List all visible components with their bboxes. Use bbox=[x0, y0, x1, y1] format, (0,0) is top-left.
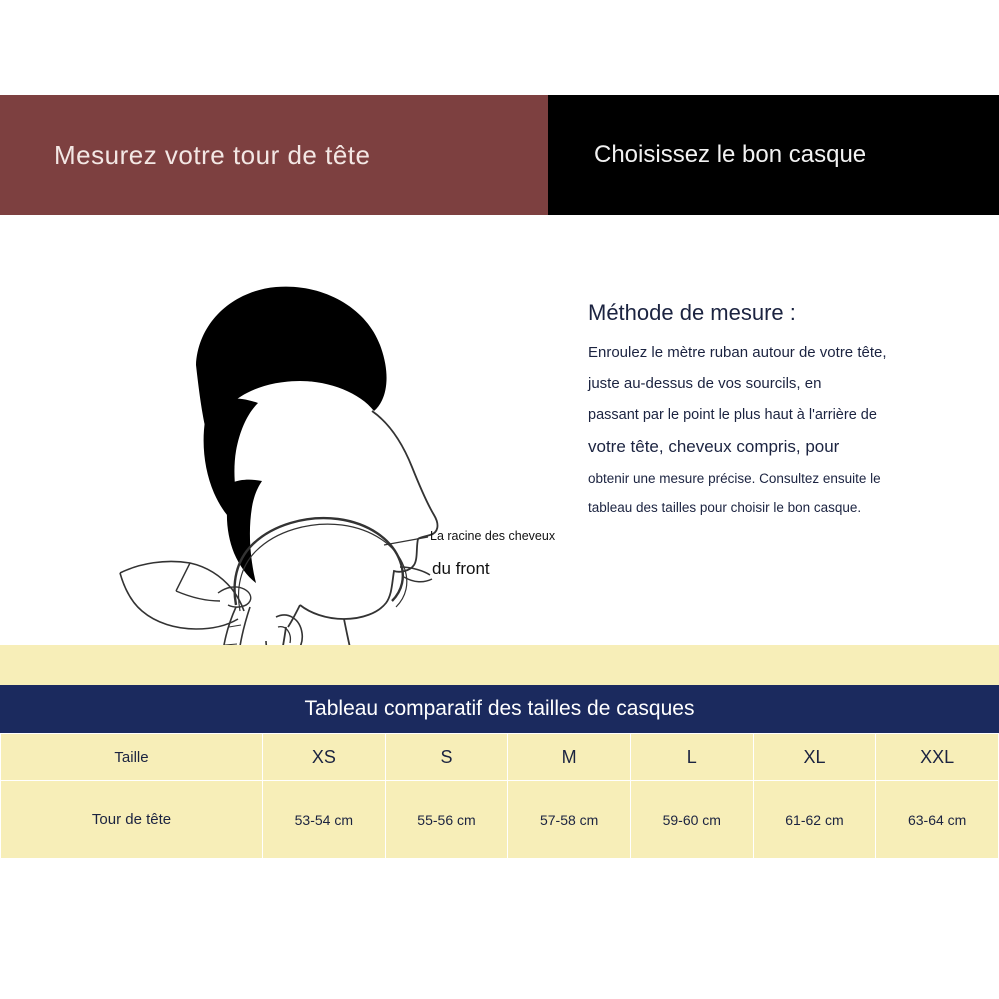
table-header-s: S bbox=[385, 734, 508, 781]
method-line-1: Enroulez le mètre ruban autour de votre tête, bbox=[588, 344, 887, 361]
size-chart-title: Tableau comparatif des tailles de casques bbox=[0, 685, 999, 733]
header-banner bbox=[0, 95, 999, 215]
table-cell-xxl: 63-64 cm bbox=[876, 781, 999, 859]
header-left-panel bbox=[0, 95, 548, 215]
table-row bbox=[1, 781, 999, 859]
neck-back-line bbox=[238, 627, 286, 645]
head-measurement-illustration bbox=[0, 215, 560, 645]
head-diagram-svg bbox=[0, 215, 560, 645]
hairline-leader-line bbox=[384, 537, 428, 545]
lower-lip-line bbox=[404, 577, 432, 582]
header-right-title: Choisissez le bon casque bbox=[594, 141, 867, 168]
method-line-6: tableau des tailles pour choisir le bon casque. bbox=[588, 500, 862, 516]
measurement-method-block bbox=[588, 300, 988, 530]
tape-head-loop bbox=[235, 518, 403, 605]
table-header-xxl: XXL bbox=[876, 734, 999, 781]
header-left-title: Mesurez votre tour de tête bbox=[54, 139, 371, 170]
forehead-label: du front bbox=[432, 559, 490, 578]
table-cell-xl: 61-62 cm bbox=[753, 781, 876, 859]
table-header-row bbox=[1, 734, 999, 781]
table-cell-m: 57-58 cm bbox=[508, 781, 631, 859]
hand-bottom-outline bbox=[120, 573, 238, 629]
table-header-xl: XL bbox=[753, 734, 876, 781]
header-right-panel bbox=[548, 95, 999, 215]
hand-top-outline bbox=[120, 561, 244, 611]
method-line-2: juste au-dessus de vos sourcils, en bbox=[588, 375, 822, 393]
tape-tail-right bbox=[238, 607, 254, 645]
size-chart-section bbox=[0, 685, 999, 859]
hairline-label: La racine des cheveux bbox=[430, 529, 556, 543]
accent-strip bbox=[0, 645, 999, 685]
table-header-l: L bbox=[630, 734, 753, 781]
table-header-xs: XS bbox=[263, 734, 386, 781]
size-chart-table bbox=[0, 733, 999, 859]
table-cell-l: 59-60 cm bbox=[630, 781, 753, 859]
bottom-spacer bbox=[0, 873, 999, 999]
table-cell-xs: 53-54 cm bbox=[263, 781, 386, 859]
table-header-size: Taille bbox=[1, 734, 263, 781]
method-line-5: obtenir une mesure précise. Consultez ensuite le bbox=[588, 470, 881, 486]
method-line-3: passant par le point le plus haut à l'arrière de bbox=[588, 406, 877, 423]
neck-front-line bbox=[344, 619, 396, 645]
thumb-line bbox=[176, 563, 220, 601]
method-title: Méthode de mesure : bbox=[588, 300, 796, 325]
table-header-m: M bbox=[508, 734, 631, 781]
table-cell-s: 55-56 cm bbox=[385, 781, 508, 859]
method-line-4: votre tête, cheveux compris, pour bbox=[588, 437, 840, 457]
face-profile bbox=[300, 411, 437, 619]
table-row-label-head-circumference: Tour de tête bbox=[1, 781, 263, 859]
